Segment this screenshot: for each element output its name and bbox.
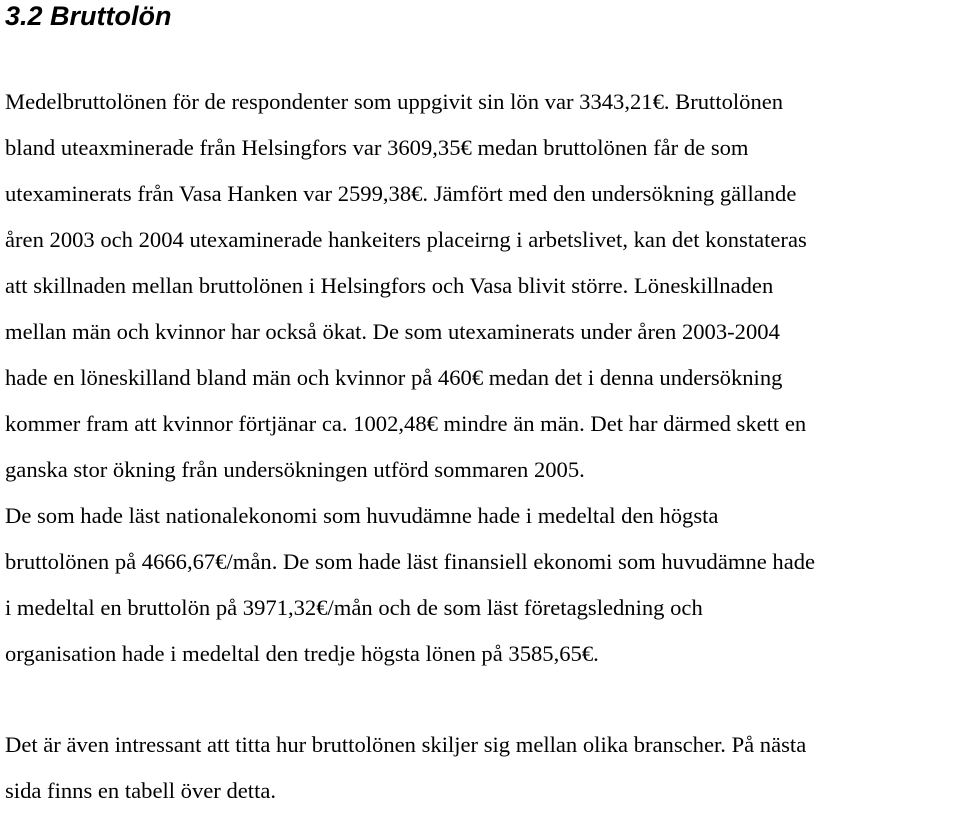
section-heading: 3.2 Bruttolön <box>5 1 172 31</box>
text-line: organisation hade i medeltal den tredje högsta lönen på 3585,65€. <box>5 641 599 666</box>
text-line: ganska stor ökning från undersökningen utförd sommaren 2005. <box>5 457 585 482</box>
document-page <box>5 0 957 814</box>
paragraph-branches <box>5 722 957 814</box>
text-line: Medelbruttolönen för de respondenter som uppgivit sin lön var 3343,21€. Bruttolönen <box>5 89 784 114</box>
text-line: kommer fram att kvinnor förtjänar ca. 1002,48€ mindre än män. Det har därmed skett en <box>5 411 807 436</box>
text-line: bland uteaxminerade från Helsingfors var 3609,35€ medan bruttolönen får de som <box>5 135 749 160</box>
text-line: mellan män och kvinnor har också ökat. De som utexaminerats under åren 2003-2004 <box>5 319 780 344</box>
text-line: åren 2003 och 2004 utexaminerade hankeiters placeirng i arbetslivet, kan det konstateras <box>5 227 807 252</box>
text-line: bruttolönen på 4666,67€/mån. De som hade läst finansiell ekonomi som huvudämne hade <box>5 549 816 574</box>
text-line: Det är även intressant att titta hur bruttolönen skiljer sig mellan olika branscher. På nästa <box>5 732 807 757</box>
paragraph-gross-salary <box>5 79 957 677</box>
text-line: i medeltal en bruttolön på 3971,32€/mån och de som läst företagsledning och <box>5 595 703 620</box>
text-line: sida finns en tabell över detta. <box>5 778 277 803</box>
text-line: De som hade läst nationalekonomi som huvudämne hade i medeltal den högsta <box>5 503 719 528</box>
text-line: utexaminerats från Vasa Hanken var 2599,38€. Jämfört med den undersökning gällande <box>5 181 797 206</box>
text-line: hade en löneskilland bland män och kvinnor på 460€ medan det i denna undersökning <box>5 365 783 390</box>
text-line: att skillnaden mellan bruttolönen i Helsingfors och Vasa blivit större. Löneskillnaden <box>5 273 774 298</box>
